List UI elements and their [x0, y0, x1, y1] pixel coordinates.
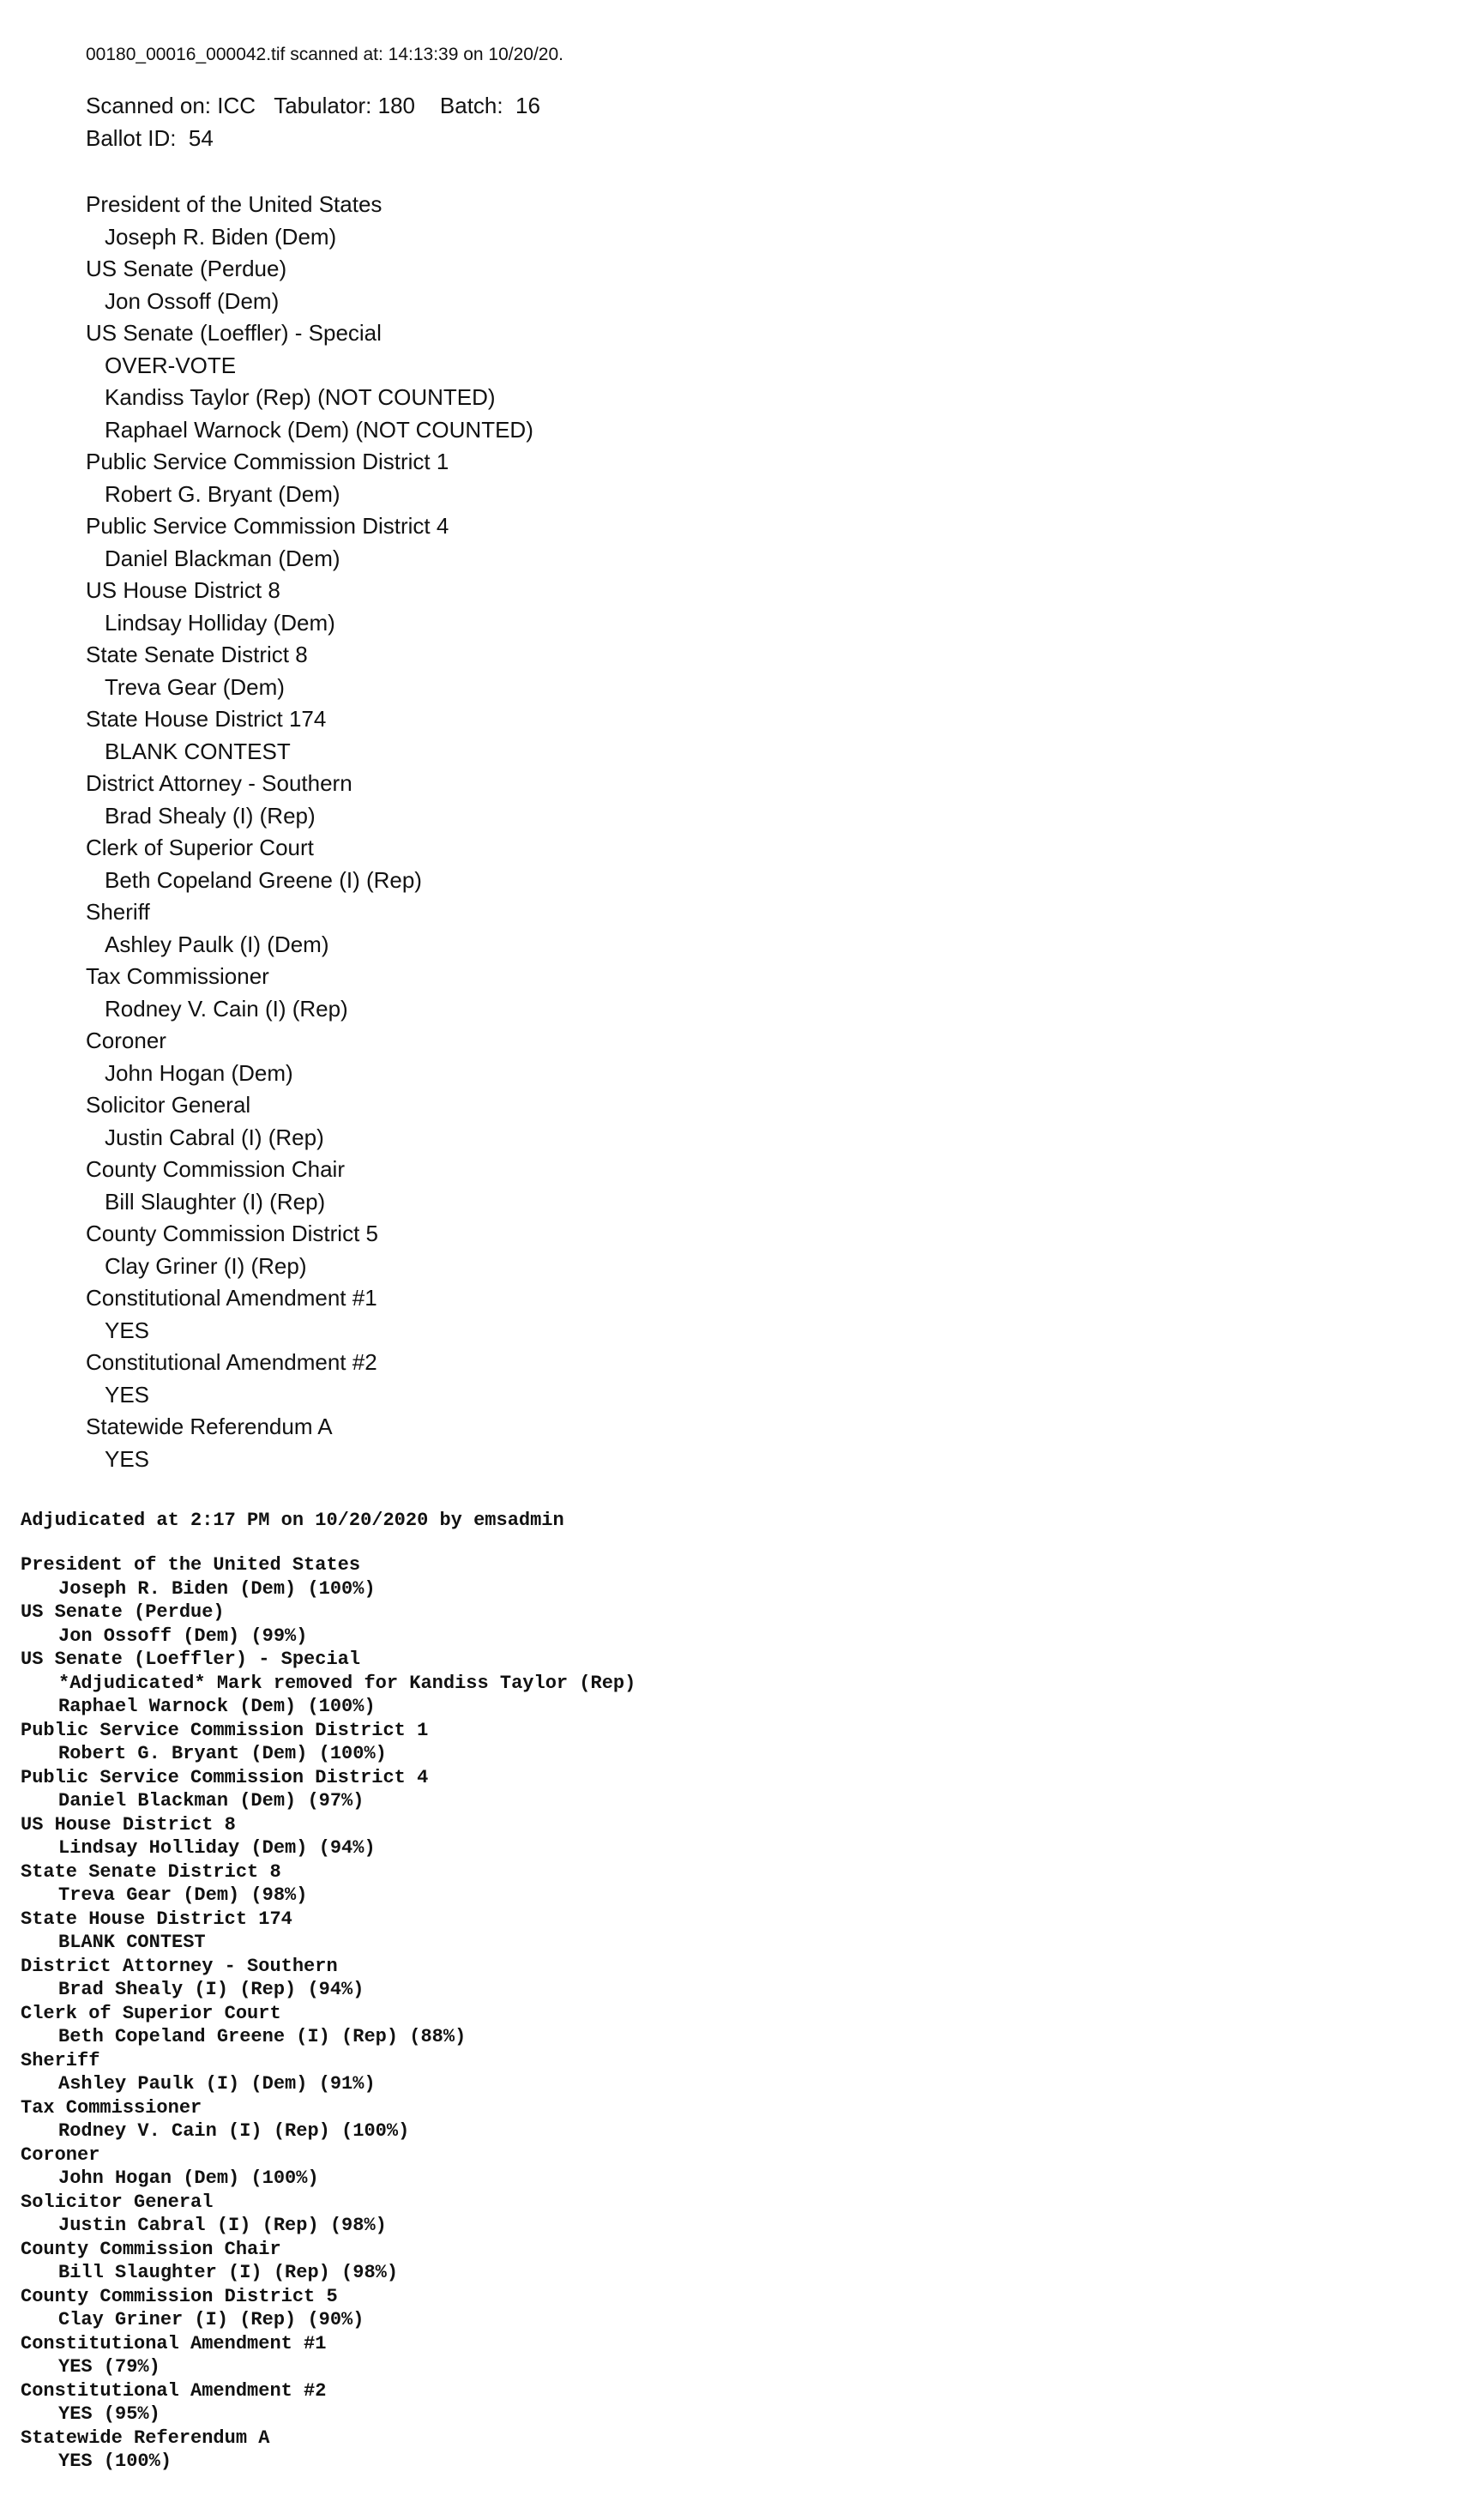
adjudication-contest-block	[21, 1553, 1393, 1601]
adjudication-contest-title: US House District 8	[21, 1813, 236, 1836]
scan-contest-block	[86, 253, 1372, 317]
adjudication-contest-title: Statewide Referendum A	[21, 2427, 270, 2449]
adjudication-contest-title: Solicitor General	[21, 2191, 214, 2213]
scan-contest-block	[86, 961, 1372, 1025]
scan-contest-block	[86, 317, 1372, 446]
scan-choice-line: John Hogan (Dem)	[105, 1059, 293, 1086]
scan-contest-block	[86, 189, 1372, 253]
scan-contest-title: Tax Commissioner	[86, 963, 269, 989]
adjudication-contest-block	[21, 1719, 1393, 1766]
adjudication-contest-block	[21, 2096, 1393, 2143]
adjudication-choice-line: Jon Ossoff (Dem) (99%)	[58, 1625, 308, 1647]
ballot-id-line: Ballot ID: 54	[86, 125, 214, 151]
scan-record-section	[86, 43, 1372, 1475]
adjudication-choice-line: Clay Griner (I) (Rep) (90%)	[58, 2309, 364, 2330]
scan-contest-title: Constitutional Amendment #1	[86, 1285, 377, 1311]
scan-contest-title: Public Service Commission District 4	[86, 513, 449, 539]
scan-contest-block	[86, 1089, 1372, 1154]
scan-choice-line: Joseph R. Biden (Dem)	[105, 223, 337, 250]
scan-contest-title: US Senate (Loeffler) - Special	[86, 320, 382, 346]
adjudication-choice-line: Robert G. Bryant (Dem) (100%)	[58, 1743, 387, 1764]
scan-contest-title: Sheriff	[86, 899, 150, 925]
scan-choice-line: Beth Copeland Greene (I) (Rep)	[105, 866, 422, 893]
adjudication-contest-block	[21, 1955, 1393, 2002]
adjudication-contest-block	[21, 2332, 1393, 2379]
scan-contest-block	[86, 768, 1372, 832]
scan-choice-line: Justin Cabral (I) (Rep)	[105, 1124, 324, 1150]
scan-contest-block	[86, 575, 1372, 639]
adjudication-contest-block	[21, 1813, 1393, 1860]
adjudication-record-section	[21, 1507, 1393, 2474]
scan-choice-line: Lindsay Holliday (Dem)	[105, 609, 335, 636]
adjudication-contest-title: Public Service Commission District 1	[21, 1719, 429, 1741]
adjudication-header-line: Adjudicated at 2:17 PM on 10/20/2020 by emsadmin	[21, 1510, 564, 1531]
scan-choice-line: Robert G. Bryant (Dem)	[105, 480, 340, 507]
adjudication-choice-line: Rodney V. Cain (I) (Rep) (100%)	[58, 2120, 410, 2142]
scan-contest-title: President of the United States	[86, 191, 383, 217]
adjudication-contest-block	[21, 1648, 1393, 1719]
adjudication-choice-line: Bill Slaughter (I) (Rep) (98%)	[58, 2262, 399, 2283]
adjudication-contest-block	[21, 2191, 1393, 2238]
scan-choice-line: BLANK CONTEST	[105, 738, 291, 764]
scan-contest-block	[86, 1347, 1372, 1411]
adjudication-contest-block	[21, 2143, 1393, 2191]
scan-contest-block	[86, 1154, 1372, 1218]
adjudication-choice-line: *Adjudicated* Mark removed for Kandiss Taylor (Rep)	[58, 1672, 636, 1694]
adjudication-contest-title: Constitutional Amendment #2	[21, 2379, 327, 2402]
adjudication-contest-block	[21, 1766, 1393, 1813]
adjudication-choice-line: Joseph R. Biden (Dem) (100%)	[58, 1577, 376, 1600]
adjudication-contest-block	[21, 1908, 1393, 1955]
scan-choice-line: Brad Shealy (I) (Rep)	[105, 802, 316, 829]
adjudication-contest-title: US Senate (Loeffler) - Special	[21, 1649, 361, 1670]
adjudication-choice-line: Lindsay Holliday (Dem) (94%)	[58, 1837, 376, 1859]
scan-contest-title: US Senate (Perdue)	[86, 256, 287, 281]
scan-contest-block	[86, 896, 1372, 961]
scan-contest-block	[86, 1282, 1372, 1347]
adjudication-choice-line: BLANK CONTEST	[58, 1932, 206, 1953]
adjudication-choice-line: Daniel Blackman (Dem) (97%)	[58, 1790, 364, 1812]
adjudication-choice-line: Justin Cabral (I) (Rep) (98%)	[58, 2215, 387, 2236]
scan-header-line: 00180_00016_000042.tif scanned at: 14:13:39 on 10/20/20.	[86, 45, 563, 64]
scan-contest-title: Solicitor General	[86, 1092, 251, 1118]
scan-choice-line: Kandiss Taylor (Rep) (NOT COUNTED)	[105, 384, 496, 410]
adjudication-contest-title: District Attorney - Southern	[21, 1955, 338, 1977]
scan-choice-line: Raphael Warnock (Dem) (NOT COUNTED)	[105, 416, 533, 443]
adjudication-choice-line: John Hogan (Dem) (100%)	[58, 2167, 319, 2189]
adjudication-choice-line: Ashley Paulk (I) (Dem) (91%)	[58, 2073, 376, 2095]
adjudication-contest-block	[21, 2379, 1393, 2427]
scan-choice-line: Jon Ossoff (Dem)	[105, 287, 280, 314]
adjudication-contest-title: County Commission Chair	[21, 2238, 281, 2260]
scan-choice-line: YES	[105, 1317, 150, 1343]
adjudication-contest-block	[21, 2285, 1393, 2332]
adjudication-contest-block	[21, 1601, 1393, 1648]
adjudication-contest-title: US Senate (Perdue)	[21, 1601, 225, 1623]
adjudication-contest-title: Coroner	[21, 2143, 100, 2166]
scan-choice-line: Daniel Blackman (Dem)	[105, 545, 340, 571]
adjudication-choice-line: Brad Shealy (I) (Rep) (94%)	[58, 1979, 364, 2000]
scan-contest-block	[86, 1411, 1372, 1475]
adjudication-contest-block	[21, 2002, 1393, 2049]
scan-contest-title: Statewide Referendum A	[86, 1414, 333, 1439]
scan-choice-line: Treva Gear (Dem)	[105, 673, 285, 700]
adjudication-choice-line: Raphael Warnock (Dem) (100%)	[58, 1696, 376, 1717]
scan-contest-block	[86, 446, 1372, 510]
scan-contest-title: US House District 8	[86, 577, 280, 603]
adjudication-contest-title: Sheriff	[21, 2049, 100, 2071]
scan-contest-title: Clerk of Superior Court	[86, 835, 314, 860]
adjudication-contest-title: President of the United States	[21, 1554, 361, 1576]
adjudication-contest-title: State House District 174	[21, 1908, 292, 1930]
scan-contest-title: County Commission Chair	[86, 1156, 345, 1182]
scan-choice-line: OVER-VOTE	[105, 352, 237, 378]
adjudication-choice-line: YES (100%)	[58, 2451, 172, 2472]
scanned-on-line: Scanned on: ICC Tabulator: 180 Batch: 16	[86, 93, 540, 118]
scan-choice-line: Ashley Paulk (I) (Dem)	[105, 931, 329, 957]
adjudication-contest-title: Constitutional Amendment #1	[21, 2332, 327, 2354]
scan-contest-title: Public Service Commission District 1	[86, 449, 449, 474]
scan-contest-title: District Attorney - Southern	[86, 770, 352, 796]
scan-contest-block	[86, 703, 1372, 768]
scan-contest-block	[86, 510, 1372, 575]
scan-contest-title: Coroner	[86, 1028, 166, 1053]
scan-choice-line: YES	[105, 1445, 150, 1472]
scan-contest-title: Constitutional Amendment #2	[86, 1349, 377, 1375]
adjudication-contest-block	[21, 2049, 1393, 2096]
adjudication-choice-line: YES (79%)	[58, 2356, 160, 2378]
scan-choice-line: YES	[105, 1381, 150, 1408]
scan-contest-block	[86, 832, 1372, 896]
scan-choice-line: Bill Slaughter (I) (Rep)	[105, 1188, 326, 1215]
adjudication-contest-title: Public Service Commission District 4	[21, 1766, 429, 1788]
scan-choice-line: Clay Griner (I) (Rep)	[105, 1252, 307, 1279]
adjudication-contest-title: County Commission District 5	[21, 2285, 338, 2307]
scan-contest-block	[86, 639, 1372, 703]
adjudication-contest-title: Clerk of Superior Court	[21, 2002, 281, 2024]
adjudication-choice-line: YES (95%)	[58, 2403, 160, 2425]
adjudication-contest-block	[21, 2427, 1393, 2474]
scan-contest-list	[86, 189, 1372, 1475]
adjudication-choice-line: Beth Copeland Greene (I) (Rep) (88%)	[58, 2026, 467, 2047]
adjudication-contest-title: Tax Commissioner	[21, 2096, 202, 2119]
adjudication-contest-block	[21, 2238, 1393, 2285]
adjudication-contest-title: State Senate District 8	[21, 1860, 281, 1883]
scan-contest-title: County Commission District 5	[86, 1221, 378, 1246]
adjudication-contest-block	[21, 1860, 1393, 1908]
scan-choice-line: Rodney V. Cain (I) (Rep)	[105, 995, 348, 1022]
scan-meta-block	[86, 89, 1372, 154]
adjudication-choice-line: Treva Gear (Dem) (98%)	[58, 1884, 308, 1906]
adjudication-contest-list	[21, 1553, 1393, 2474]
scan-contest-title: State House District 174	[86, 706, 327, 732]
scan-contest-block	[86, 1025, 1372, 1089]
scan-contest-title: State Senate District 8	[86, 642, 308, 667]
scan-contest-block	[86, 1218, 1372, 1282]
